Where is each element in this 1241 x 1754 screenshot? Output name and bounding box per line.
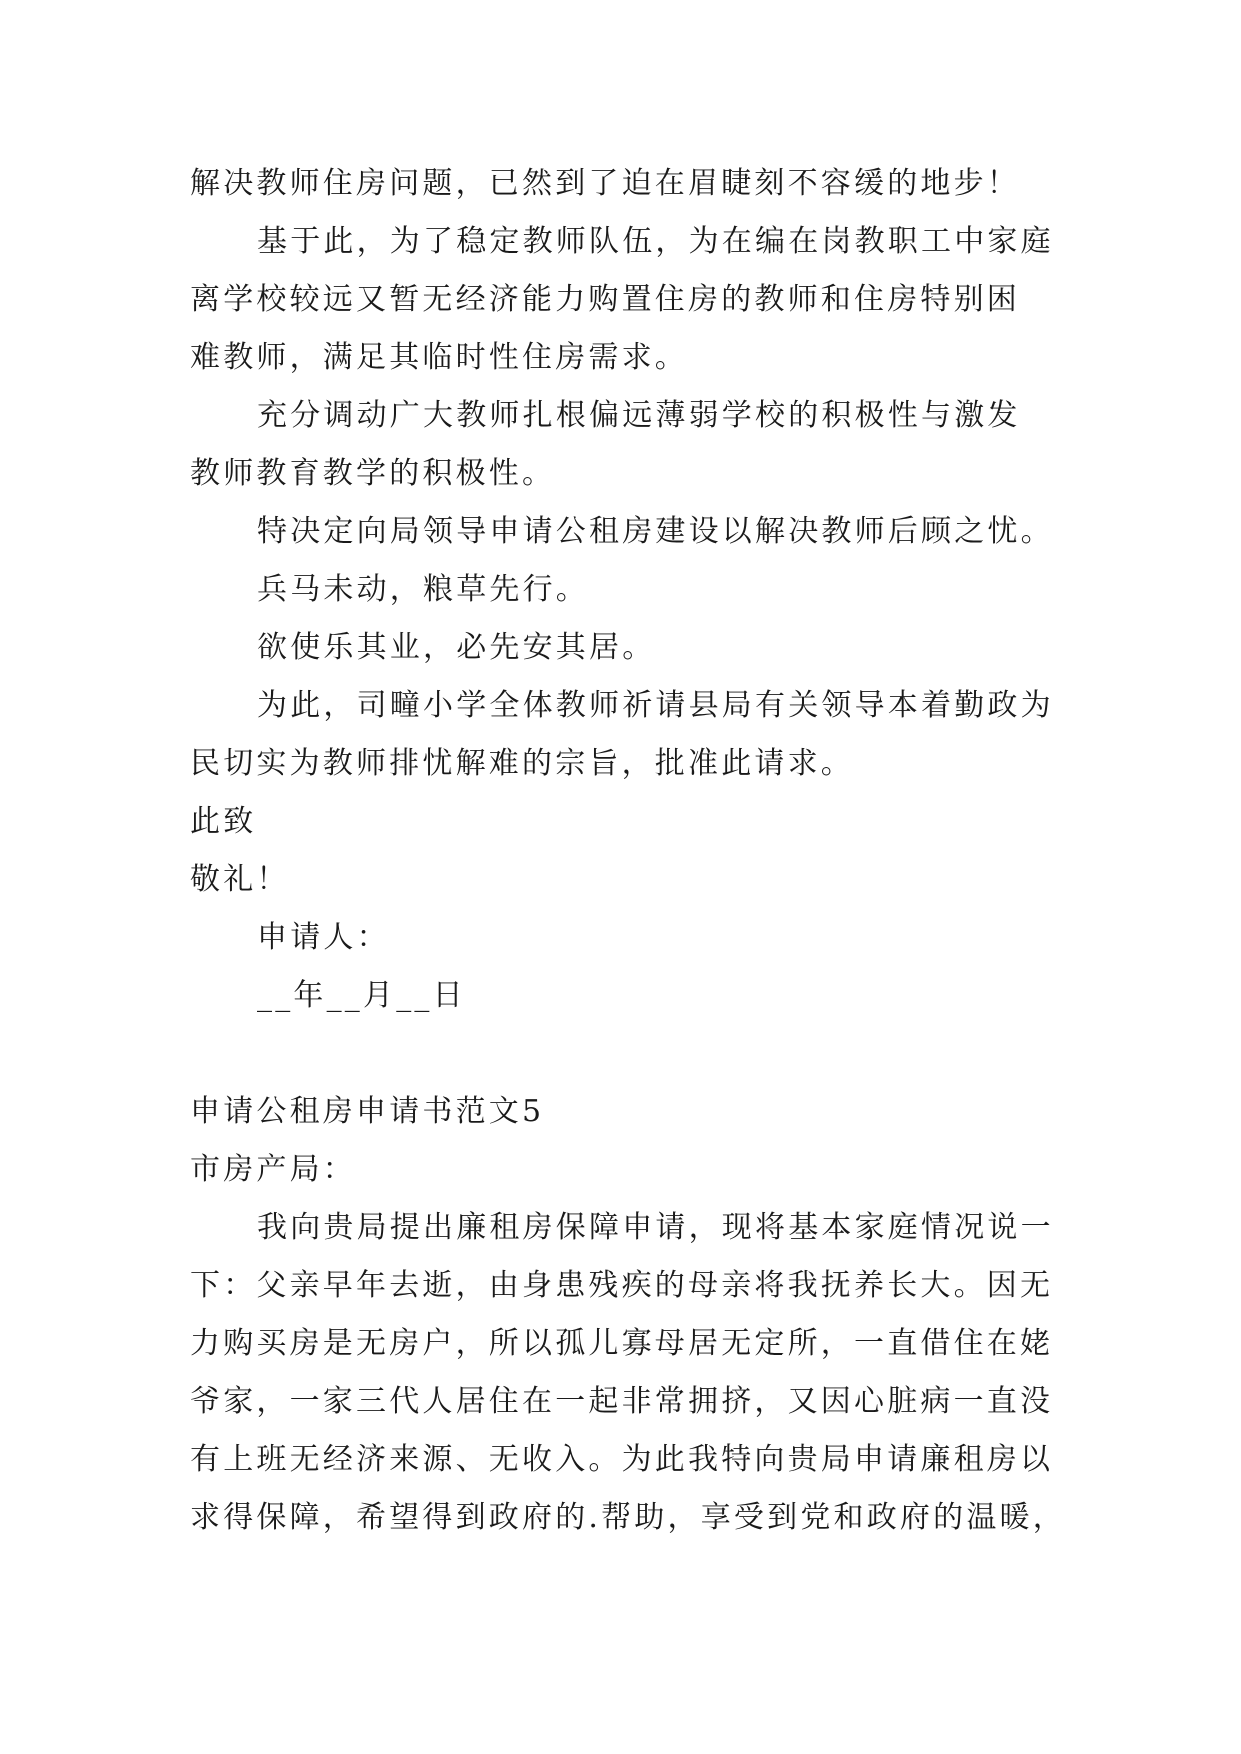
paragraph-line: 教师教育教学的积极性。 xyxy=(190,456,556,491)
paragraph-line: 我向贵局提出廉租房保障申请，现将基本家庭情况说一 xyxy=(257,1210,1054,1245)
section-title: 申请公租房申请书范文5 xyxy=(190,1094,545,1129)
paragraph-line: 难教师，满足其临时性住房需求。 xyxy=(190,340,688,375)
paragraph-line: 充分调动广大教师扎根偏远薄弱学校的积极性与激发 xyxy=(257,398,1021,433)
paragraph-line: 力购买房是无房户，所以孤儿寡母居无定所，一直借住在姥 xyxy=(190,1326,1054,1361)
applicant-label: 申请人： xyxy=(257,920,390,955)
paragraph-line: 特决定向局领导申请公租房建设以解决教师后顾之忧。 xyxy=(257,514,1054,549)
paragraph-line: 爷家，一家三代人居住在一起非常拥挤，又因心脏病一直没 xyxy=(190,1384,1054,1419)
paragraph-line: 离学校较远又暂无经济能力购置住房的教师和住房特别困 xyxy=(190,282,1020,317)
paragraph-line: 求得保障，希望得到政府的.帮助，享受到党和政府的温暖， xyxy=(190,1500,1066,1535)
closing-salutation: 此致 xyxy=(190,804,257,839)
recipient-line: 市房产局： xyxy=(190,1152,356,1187)
paragraph-line: 基于此，为了稳定教师队伍，为在编在岗教职工中家庭 xyxy=(257,224,1054,259)
paragraph-line: 有上班无经济来源、无收入。为此我特向贵局申请廉租房以 xyxy=(190,1442,1054,1477)
paragraph-line: 解决教师住房问题，已然到了迫在眉睫刻不容缓的地步！ xyxy=(190,166,1020,201)
paragraph-line: 民切实为教师排忧解难的宗旨，批准此请求。 xyxy=(190,746,854,781)
paragraph-line: 为此，司疃小学全体教师祈请县局有关领导本着勤政为 xyxy=(257,688,1054,723)
closing-regards: 敬礼！ xyxy=(190,862,290,897)
paragraph-line: 兵马未动，粮草先行。 xyxy=(257,572,589,607)
paragraph-line: 下：父亲早年去逝，由身患残疾的母亲将我抚养长大。因无 xyxy=(190,1268,1054,1303)
paragraph-line: 欲使乐其业，必先安其居。 xyxy=(257,630,656,665)
date-line: __年__月__日 xyxy=(257,978,466,1013)
